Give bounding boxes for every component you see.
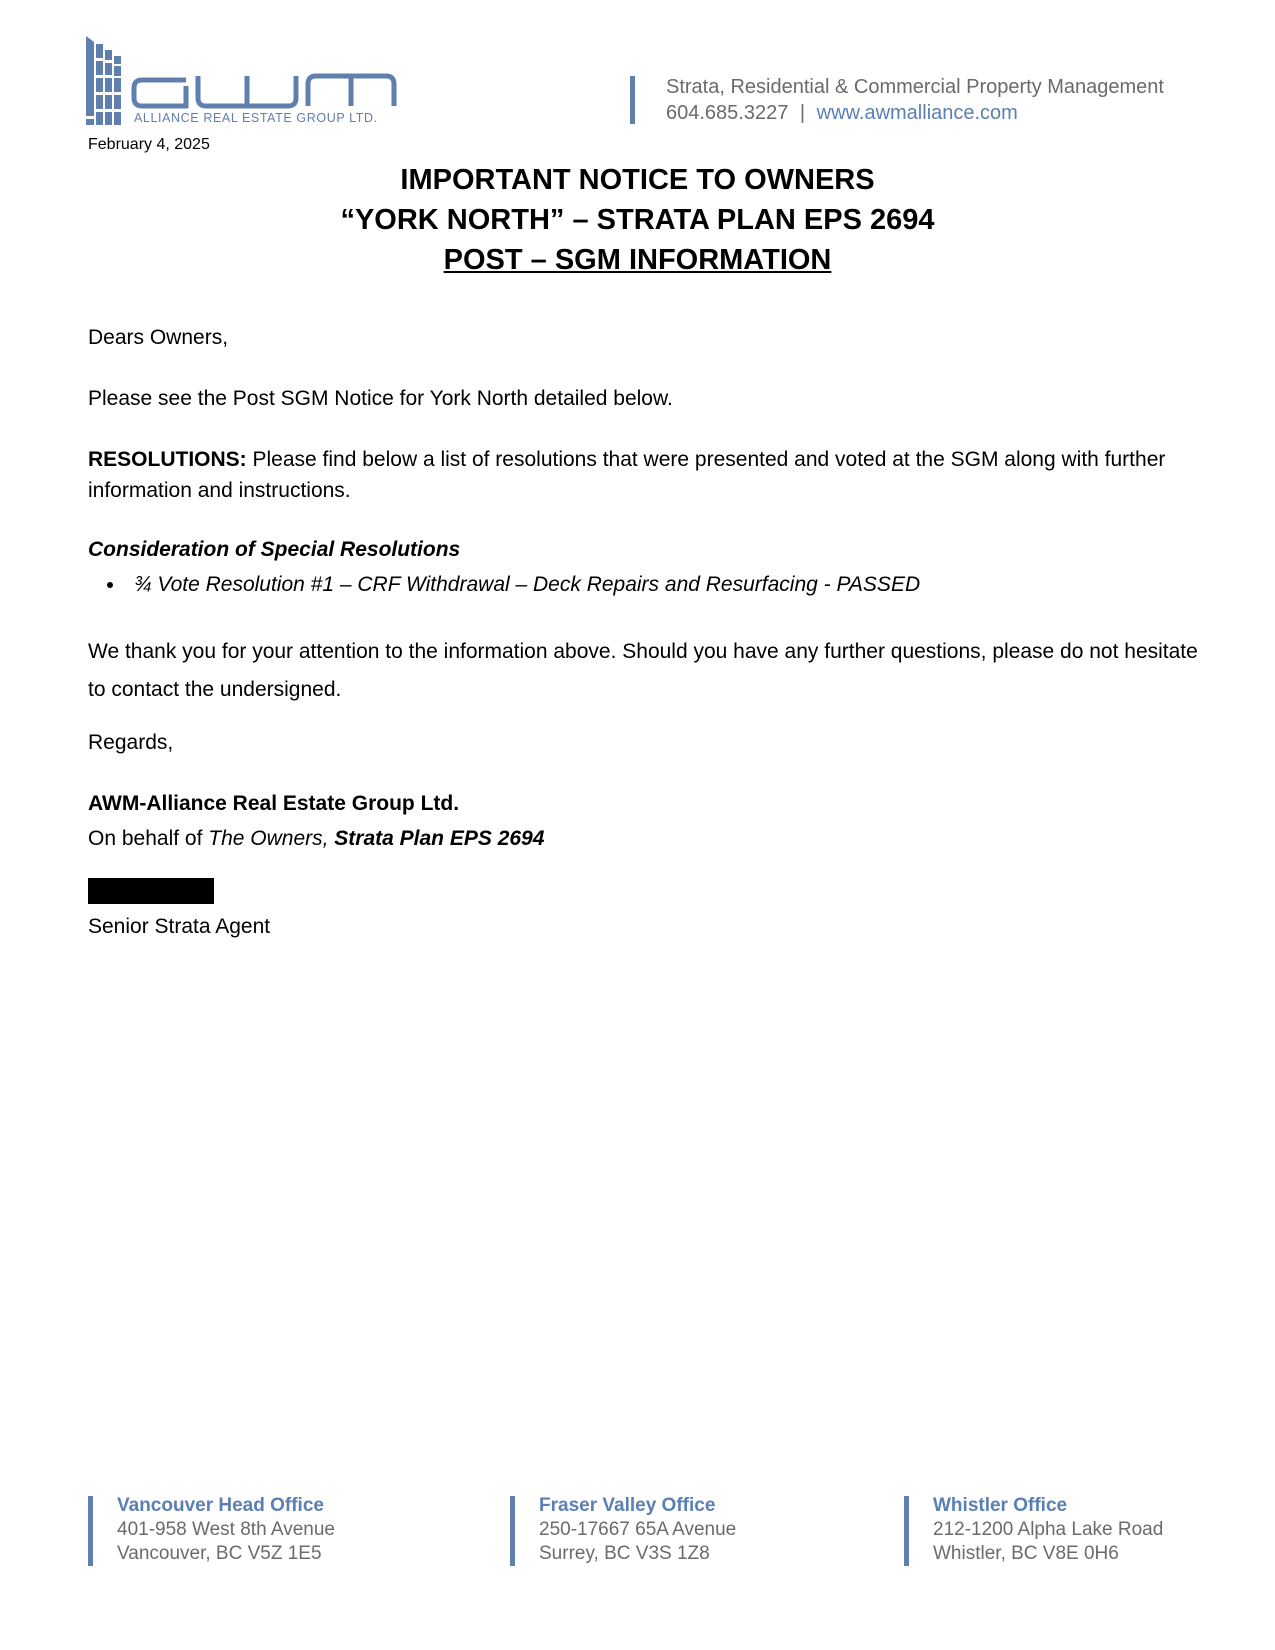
office-address-2: Surrey, BC V3S 1Z8 — [539, 1543, 710, 1564]
header-tagline — [666, 74, 1164, 126]
letter-date: February 4, 2025 — [88, 136, 210, 153]
office-name: Vancouver Head Office — [117, 1495, 324, 1516]
office-vancouver — [88, 1494, 335, 1566]
thanks-paragraph: We thank you for your attention to the information above. Should you have any further questions, please do not hesitate to contact the undersigned. — [88, 640, 1198, 701]
list-item: • ¾ Vote Resolution #1 – CRF Withdrawal – Deck Repairs and Resurfacing - PASSED — [126, 569, 1198, 600]
company-logo — [86, 36, 426, 130]
consideration-heading: Consideration of Special Resolutions — [88, 538, 461, 561]
contact-line — [666, 100, 1164, 126]
office-whistler — [904, 1494, 1163, 1566]
company-name: AWM-Alliance Real Estate Group Ltd. — [88, 792, 460, 815]
office-address-1: 250-17667 65A Avenue — [539, 1519, 737, 1540]
resolutions-label: RESOLUTIONS: — [88, 448, 247, 471]
resolution-list — [88, 569, 1198, 600]
tagline-text: Strata, Residential & Commercial Property Management — [666, 76, 1164, 98]
office-divider — [510, 1496, 515, 1566]
title-line-2: “YORK NORTH” – STRATA PLAN EPS 2694 — [340, 204, 935, 236]
greeting: Dears Owners, — [88, 326, 229, 349]
signer-title: Senior Strata Agent — [88, 915, 271, 938]
website-link[interactable]: www.awmalliance.com — [816, 102, 1018, 124]
building-grid-icon — [86, 36, 121, 125]
resolutions-paragraph — [88, 444, 1198, 506]
office-address-2: Vancouver, BC V5Z 1E5 — [117, 1543, 322, 1564]
resolutions-text: Please find below a list of resolutions that were presented and voted at the SGM along with further information and instructions. — [88, 448, 1166, 502]
office-fraser-valley — [510, 1494, 736, 1566]
phone-number: 604.685.3227 — [666, 102, 789, 124]
letter-body — [88, 322, 1198, 942]
notice-title — [0, 160, 1275, 280]
logo-subtext: ALLIANCE REAL ESTATE GROUP LTD. — [134, 111, 378, 125]
office-address-1: 401-958 West 8th Avenue — [117, 1519, 335, 1540]
intro-paragraph: Please see the Post SGM Notice for York North detailed below. — [88, 387, 673, 410]
office-divider — [904, 1496, 909, 1566]
behalf-owners: The Owners, — [208, 827, 335, 850]
office-divider — [88, 1496, 93, 1566]
redacted-signature — [88, 878, 214, 904]
behalf-plan: Strata Plan EPS 2694 — [334, 827, 545, 850]
office-name: Whistler Office — [933, 1495, 1068, 1516]
behalf-line — [88, 823, 1198, 854]
office-name: Fraser Valley Office — [539, 1495, 716, 1516]
header-divider — [630, 76, 635, 124]
regards: Regards, — [88, 731, 174, 754]
office-address-2: Whistler, BC V8E 0H6 — [933, 1543, 1119, 1564]
behalf-prefix: On behalf of — [88, 827, 209, 850]
office-address-1: 212-1200 Alpha Lake Road — [933, 1519, 1164, 1540]
title-line-3: POST – SGM INFORMATION — [443, 244, 832, 276]
logo-lettering — [134, 76, 394, 106]
title-line-1: IMPORTANT NOTICE TO OWNERS — [400, 164, 875, 196]
separator: | — [799, 102, 806, 124]
